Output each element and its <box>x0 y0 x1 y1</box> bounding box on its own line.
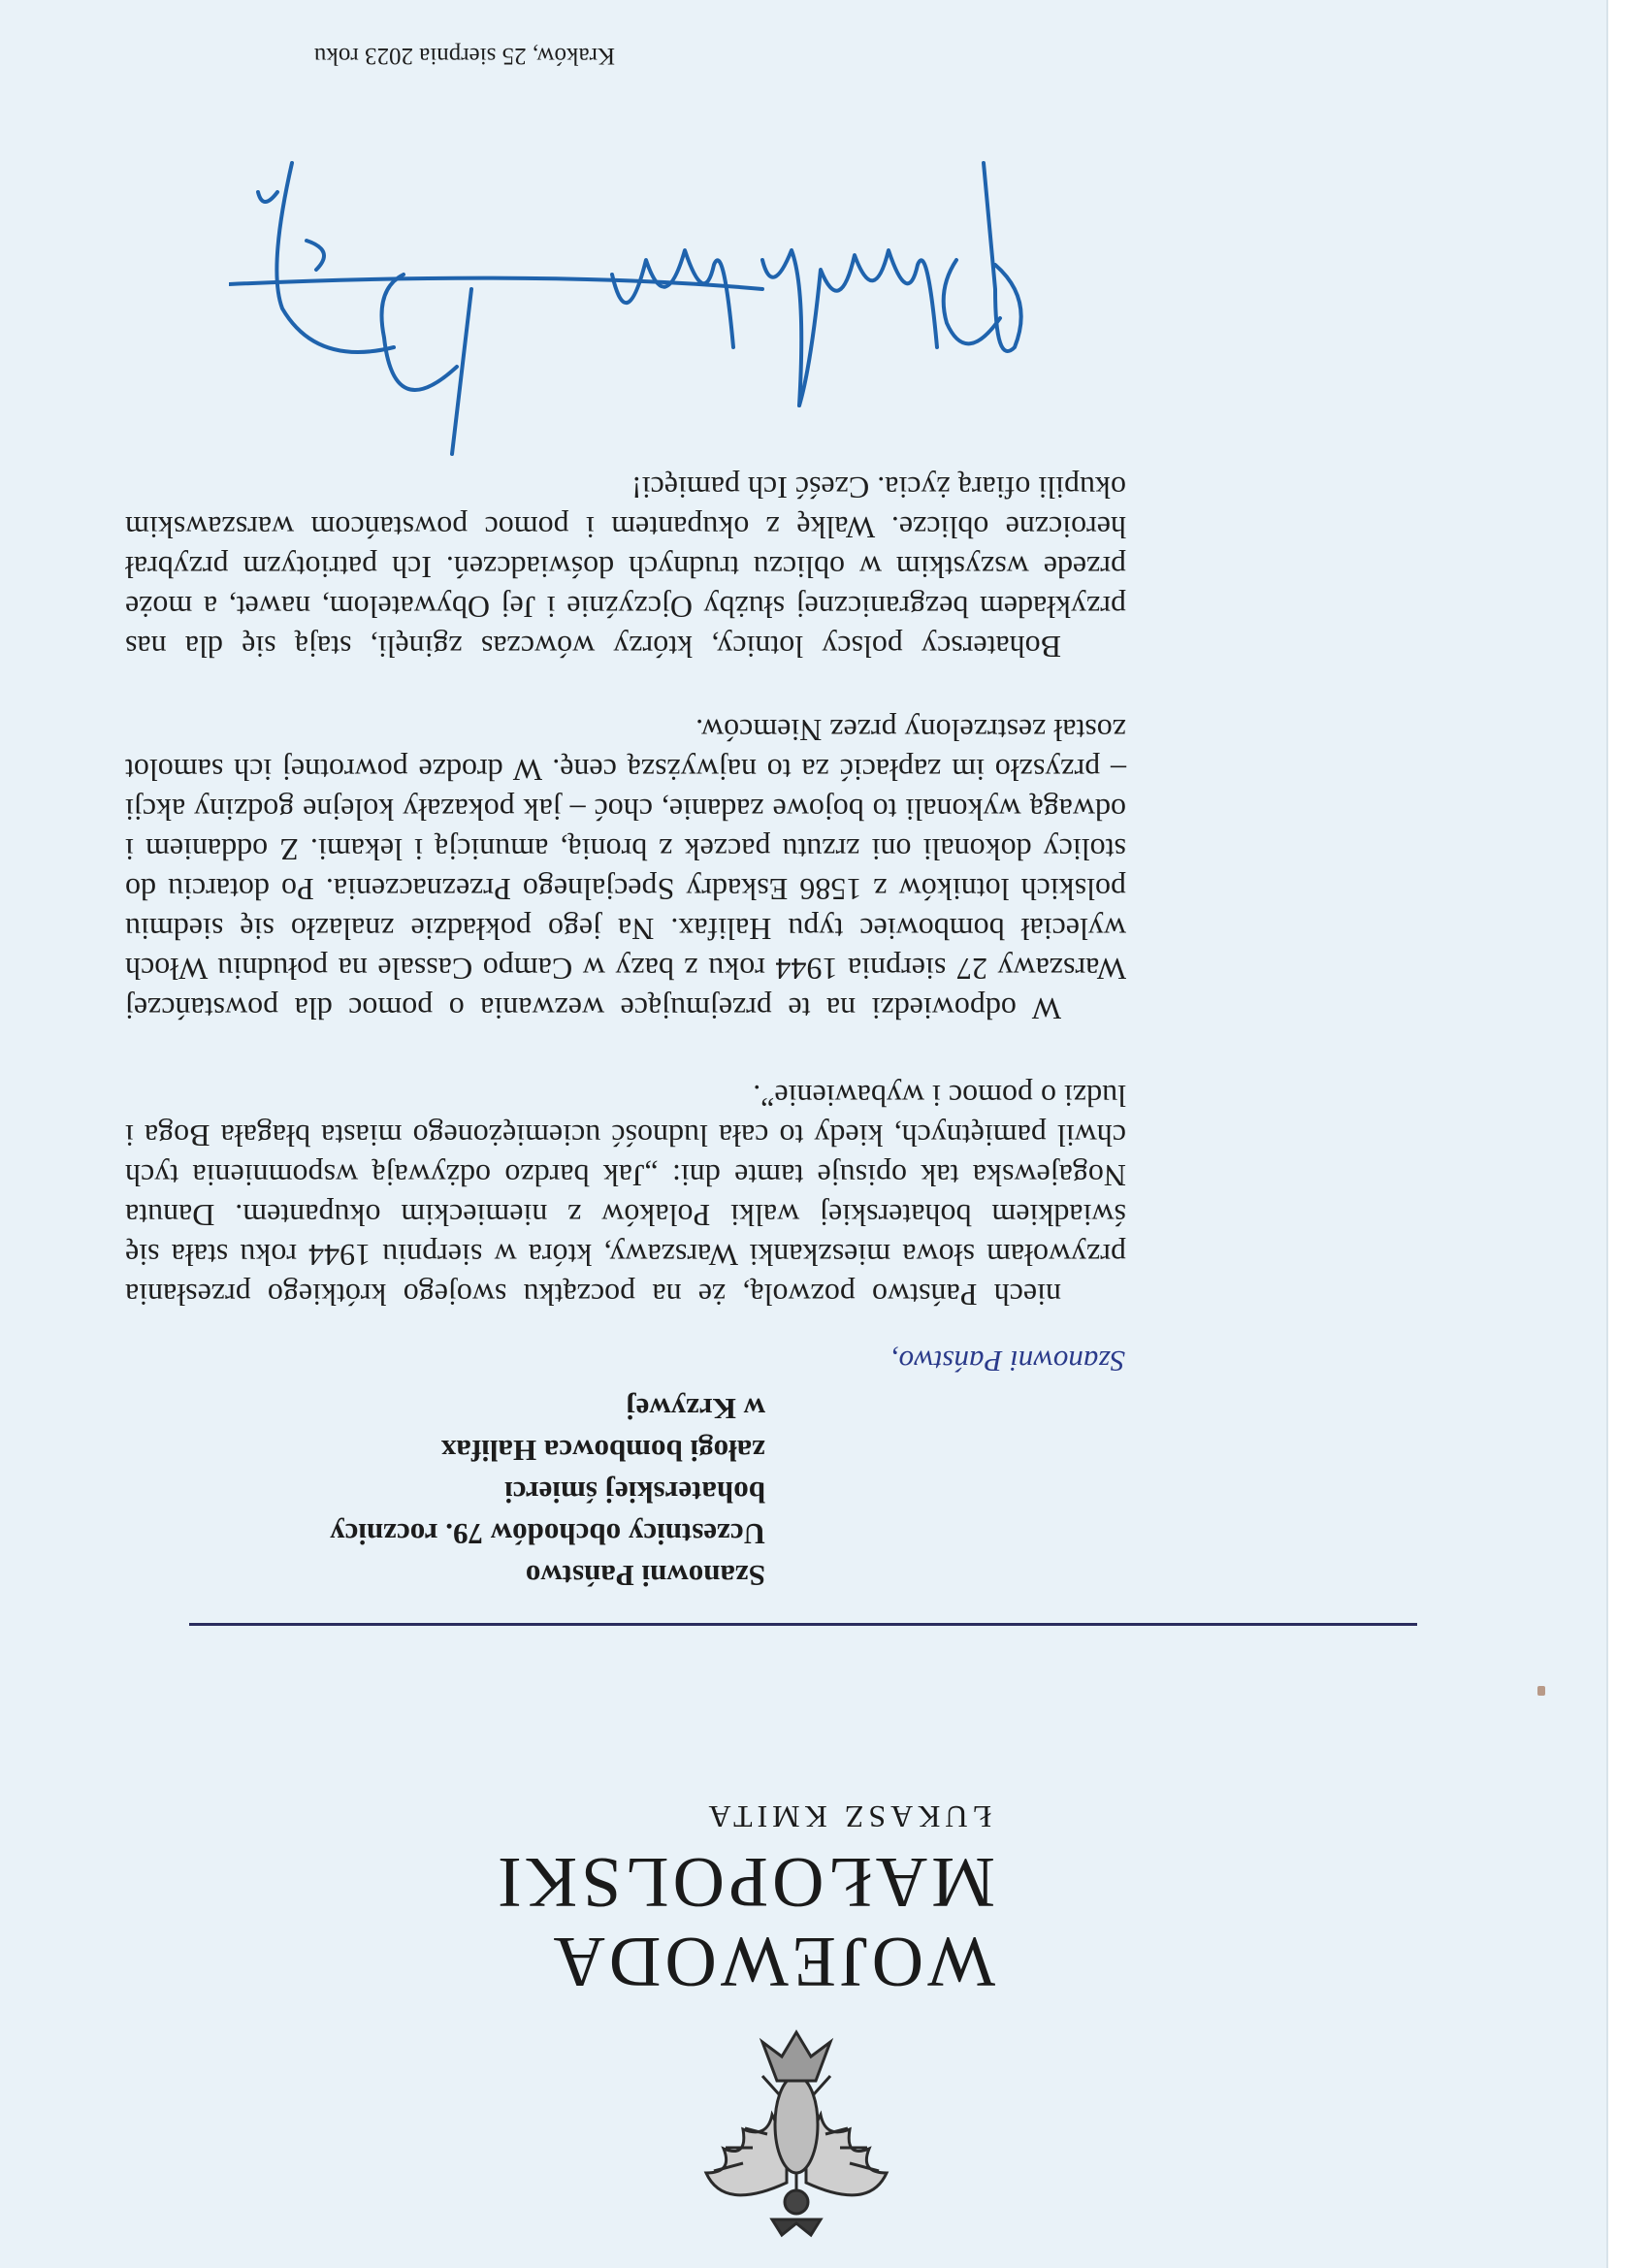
office-title-line1: WOJEWODA <box>549 1922 995 2001</box>
body-paragraph-3: Bohaterscy polscy lotnicy, którzy wówczas zginęli, stają się dla nas przykładem bezgranicznej służby Ojczyźnie i Jej Obywatelom, nawet, a może przede wszystkim w obliczu trudnych doświadczeń. Ich patriotyzm przybrał heroiczne oblicze. Walkę z okupantem i pomoc powstańcom warszawskim okupili ofiarą życia. Cześć Ich pamięci! <box>125 470 1126 664</box>
address-line-4: załogi bombowca Halifax <box>440 1434 765 1468</box>
address-line-5: w Krzywej <box>626 1392 765 1426</box>
office-title-line2: MAŁOPOLSKI <box>494 1842 995 1922</box>
body-paragraph-2: W odpowiedzi na te przejmujące wezwania o pomoc dla powstańczej Warszawy 27 sierpnia 1944 roku z bazy w Campo Cassale na południu Włoch wyleciał bombowiec typu Halifax. Na jego pokładzie znalazło się siedmiu polskich lotników z 1586 Eskadry Specjalnego Przeznaczenia. Po dotarciu do stolicy dokonali oni zrzutu paczek z bronią, amunicją i lekami. Z oddaniem i odwagą wykonali to bojowe zadanie, choć – jak pokazały kolejne godziny akcji – przyszło im zapłacić za to najwyższą cenę. W drodze powrotnej ich samolot został zestrzelony przez Niemców. <box>125 713 1126 1026</box>
body-paragraph-1: niech Państwo pozwolą, że na początku swojego krótkiego przesłania przywołam słowa mieszkanki Warszawy, która w sierpniu 1944 roku stała się świadkiem bohaterskiej walki Polaków z niemieckim okupantem. Danuta Nogajewska tak opisuje tamte dni: „Jak bardzo odżywają wspomnienia tych chwil pamiętnych, kiedy to cała ludność uciemiężonego miasta błagała Boga i ludzi o pomoc i wybawienie”. <box>125 1079 1126 1312</box>
address-line-2: Uczestnicy obchodów 79. rocznicy <box>330 1517 765 1551</box>
official-name: ŁUKASZ KMITA <box>703 1799 991 1834</box>
handwritten-signature <box>229 134 1053 483</box>
address-line-3: bohaterskiej śmierci <box>504 1475 765 1509</box>
recipient-address <box>222 1388 765 1597</box>
office-title <box>494 1842 995 2001</box>
header-divider <box>189 1623 1417 1626</box>
place-and-date: Kraków, 25 sierpnia 2023 roku <box>313 43 615 69</box>
paper-speck <box>1537 1686 1545 1696</box>
salutation: Szanowni Państwo, <box>890 1345 1125 1378</box>
polish-eagle-emblem-icon <box>695 2025 898 2241</box>
address-line-1: Szanowni Państwo <box>525 1559 765 1593</box>
